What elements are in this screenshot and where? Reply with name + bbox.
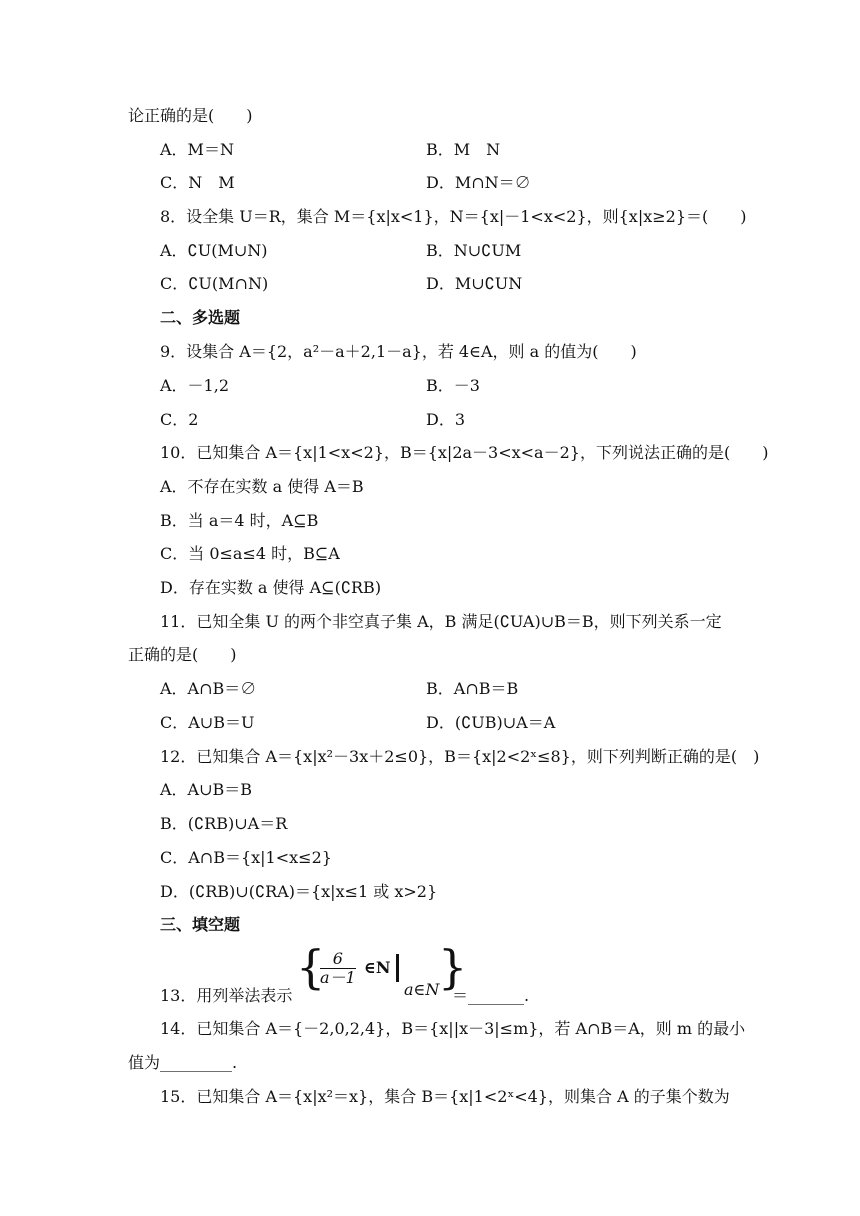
- q9-stem: 9．设集合 A＝{2，a²－a＋2,1－a}，若 4∈A，则 a 的值为( ): [160, 342, 637, 361]
- q12-option-d: D．(∁RB)∪(∁RA)＝{x|x≤1 或 x>2}: [160, 882, 438, 901]
- q13-suffix: ＝_______.: [452, 986, 530, 1005]
- q14-stem-line1: 14．已知集合 A＝{－2,0,2,4}，B＝{x||x－3|≤m}，若 A∩B＝A，则 m 的最小: [160, 1019, 746, 1038]
- q13-in-n: ∈N: [364, 958, 391, 977]
- q8-option-c: C．∁U(M∩N): [160, 274, 269, 293]
- q13-fraction: [320, 950, 356, 987]
- q7-option-a: A．M＝N: [160, 140, 234, 159]
- q14-stem-line2: 值为_________.: [128, 1053, 238, 1072]
- section-heading-multiple-choice: 二、多选题: [160, 308, 241, 327]
- right-brace: }: [438, 940, 468, 994]
- q8-option-b: B．N∪∁UM: [426, 241, 522, 260]
- q7-option-c: C．N M: [160, 173, 235, 192]
- q13-prefix: 13．用列举法表示: [160, 986, 293, 1005]
- q12-option-a: A．A∪B＝B: [160, 780, 253, 799]
- q8-option-d: D．M∪∁UN: [426, 274, 523, 293]
- q12-stem: 12．已知集合 A＝{x|x²－3x＋2≤0}，B＝{x|2<2ˣ≤8}，则下列判断正确的是( ): [160, 747, 760, 766]
- q10-stem: 10．已知集合 A＝{x|1<x<2}，B＝{x|2a－3<x<a－2}，下列说法正确的是( ): [160, 443, 769, 462]
- q7-stem-tail: 论正确的是( ): [128, 106, 253, 125]
- q11-option-a: A．A∩B＝∅: [160, 679, 257, 698]
- q15-stem: 15．已知集合 A＝{x|x²＝x}，集合 B＝{x|1<2ˣ<4}，则集合 A 的子集个数为: [160, 1087, 730, 1106]
- q12-option-c: C．A∩B＝{x|1<x≤2}: [160, 848, 332, 867]
- left-brace: {: [296, 940, 326, 994]
- q8-option-a: A．∁U(M∪N): [160, 241, 268, 260]
- q13-condition: a∈N: [404, 980, 440, 999]
- q11-option-d: D．(∁UB)∪A＝A: [426, 713, 556, 732]
- q9-option-d: D．3: [426, 410, 466, 429]
- q9-option-b: B．－3: [426, 376, 480, 395]
- q10-option-d: D．存在实数 a 使得 A⊆(∁RB): [160, 578, 382, 597]
- q10-option-c: C．当 0≤a≤4 时，B⊆A: [160, 544, 340, 563]
- q10-option-b: B．当 a＝4 时，A⊆B: [160, 511, 319, 530]
- q13-frac-denominator: a－1: [320, 968, 356, 987]
- q11-option-c: C．A∪B＝U: [160, 713, 255, 732]
- q11-option-b: B．A∩B＝B: [426, 679, 519, 698]
- set-builder-bar: [396, 954, 399, 982]
- section-heading-fill-in: 三、填空题: [160, 915, 241, 934]
- q12-option-b: B．(∁RB)∪A＝R: [160, 814, 288, 833]
- q11-stem-line1: 11．已知全集 U 的两个非空真子集 A，B 满足(∁UA)∪B＝B，则下列关系一定: [160, 612, 722, 631]
- q9-option-a: A．－1,2: [160, 376, 230, 395]
- q11-stem-line2: 正确的是( ): [128, 645, 237, 664]
- q9-option-c: C．2: [160, 410, 199, 429]
- q7-option-b: B．M N: [426, 140, 501, 159]
- q13-frac-numerator: 6: [320, 950, 356, 969]
- q10-option-a: A．不存在实数 a 使得 A＝B: [160, 477, 364, 496]
- q7-option-d: D．M∩N＝∅: [426, 173, 531, 192]
- q8-stem: 8．设全集 U＝R，集合 M＝{x|x<1}，N＝{x|－1<x<2}，则{x|x≥2}＝( ): [160, 207, 747, 226]
